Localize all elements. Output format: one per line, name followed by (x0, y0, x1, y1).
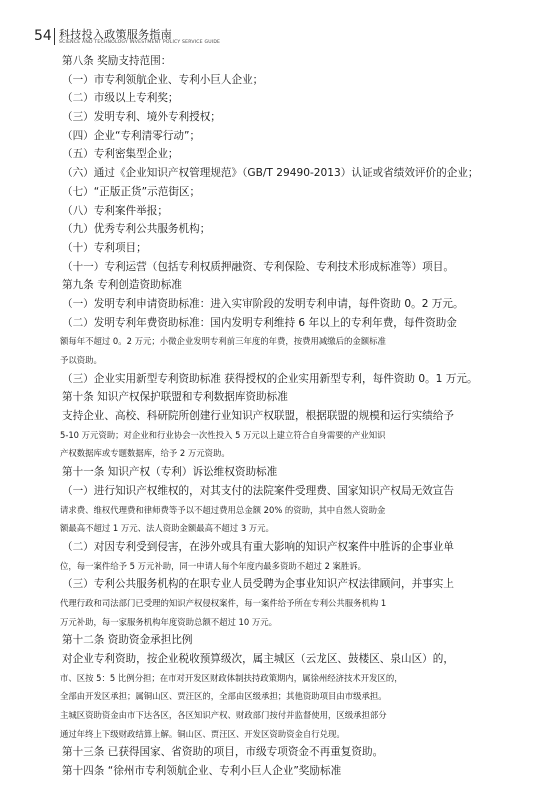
article-14-heading: 第十四条 “徐州市专利领航企业、专利小巨人企业”奖励标准 (62, 765, 342, 778)
header-divider (54, 28, 55, 45)
page-number: 54 (34, 28, 52, 44)
article-13-heading: 第十三条 已获得国家、省资助的项目，市级专项资金不再重复资助。 (62, 746, 384, 759)
article-12-heading: 第十二条 资助资金承担比例 (62, 634, 193, 647)
paragraph-line: 主城区资助资金由市下达各区，各区知识产权、财政部门按付并监督使用，区级承担部分 (60, 710, 387, 721)
list-item: （十）专利项目； (62, 241, 147, 254)
paragraph-line: 位，每一案件给予 5 万元补助，同一申请人每个年度内最多资助不超过 2 案胜诉。 (60, 560, 367, 571)
document-body (62, 52, 486, 781)
paragraph-line: 额最高不超过 1 万元、法人资助金额最高不超过 3 万元。 (60, 523, 274, 534)
list-item: （五）专利密集型企业； (62, 148, 179, 161)
paragraph-line: 额每年不超过 0。2 万元；小微企业发明专利前三年度的年费，按费用减缴后的金额标准 (60, 336, 386, 347)
list-item: （六）通过《企业知识产权管理规范》（GB/T 29490-2013）认证或省绩效评价的企业； (62, 167, 479, 180)
paragraph-line: 予以资助。 (60, 355, 102, 365)
article-10-heading: 第十条 知识产权保护联盟和专利数据库资助标准 (62, 391, 288, 404)
paragraph-line: 请求费、维权代理费和律师费等予以不超过费用总金额 20% 的资助，其中自然人资助金 (60, 504, 386, 515)
list-item: （四）企业“专利清零行动”； (62, 129, 201, 142)
list-item: （八）专利案件举报； (62, 204, 168, 217)
list-item: （七）“正版正货”示范街区； (62, 185, 201, 198)
paragraph-line: 全部由开发区承担；属铜山区、贾汪区的，全部由区级承担；其他资助项目由市级承担。 (60, 691, 387, 702)
paragraph-line: 通过年终上下级财政结算上解。铜山区、贾汪区、开发区资助资金自行兑现。 (60, 728, 345, 739)
header-subtitle: SCIENCE AND TECHNOLOGY INVESTMENT POLICY SERVICE GUIDE (59, 40, 221, 45)
list-item: （九）优秀专利公共服务机构； (62, 223, 211, 236)
paragraph-line: （一）发明专利申请资助标准：进入实审阶段的发明专利申请，每件资助 0。2 万元。 (62, 297, 464, 310)
list-item: （二）市级以上专利奖； (62, 92, 179, 105)
paragraph-line: 支持企业、高校、科研院所创建行业知识产权联盟，根据联盟的规模和运行实绩给予 (62, 410, 454, 423)
list-item: （十一）专利运营（包括专利权质押融资、专利保险、专利技术形成标准等）项目。 (62, 260, 454, 273)
paragraph-line: 万元补助，每一家服务机构年度资助总额不超过 10 万元。 (60, 616, 277, 627)
paragraph-line: （二）对因专利受到侵害，在涉外或具有重大影响的知识产权案件中胜诉的企事业单 (62, 540, 454, 553)
article-9-heading: 第九条 专利创造资助标准 (62, 279, 182, 292)
paragraph-line: （二）发明专利年费资助标准：国内发明专利维持 6 年以上的专利年费，每件资助金 (62, 316, 457, 329)
header-title: 科技投入政策服务指南 (59, 28, 172, 41)
article-8-heading: 第八条 奖励支持范围： (62, 55, 172, 67)
paragraph-line: 产权数据库或专题数据库，给予 2 万元资助。 (60, 448, 230, 459)
paragraph-line: （三）专利公共服务机构的在职专业人员受聘为企事业知识产权法律顾问，并事实上 (62, 578, 454, 591)
paragraph-line: 代理行政和司法部门已受理的知识产权侵权案件，每一案件给予所在专利公共服务机构 1 (60, 597, 387, 608)
running-header (34, 26, 504, 48)
paragraph-line: （一）进行知识产权维权的，对其支付的法院案件受理费、国家知识产权局无效宣告 (62, 484, 454, 497)
paragraph-line: 5-10 万元资助；对企业和行业协会一次性投入 5 万元以上建立符合自身需要的产业知识 (60, 429, 386, 440)
article-11-heading: 第十一条 知识产权（专利）诉讼维权资助标准 (62, 466, 278, 479)
list-item: （三）发明专利、境外专利授权； (62, 111, 221, 124)
paragraph-line: 市、区按 5：5 比例分担；在市对开发区财政体制扶持政策期内，属徐州经济技术开发区的， (60, 672, 403, 683)
paragraph-line: （三）企业实用新型专利资助标准 获得授权的企业实用新型专利，每件资助 0。1 万元。 (62, 372, 478, 385)
paragraph-line: 对企业专利资助，按企业税收预算级次，属主城区（云龙区、鼓楼区、泉山区）的， (62, 653, 454, 665)
list-item: （一）市专利领航企业、专利小巨人企业； (62, 73, 264, 86)
